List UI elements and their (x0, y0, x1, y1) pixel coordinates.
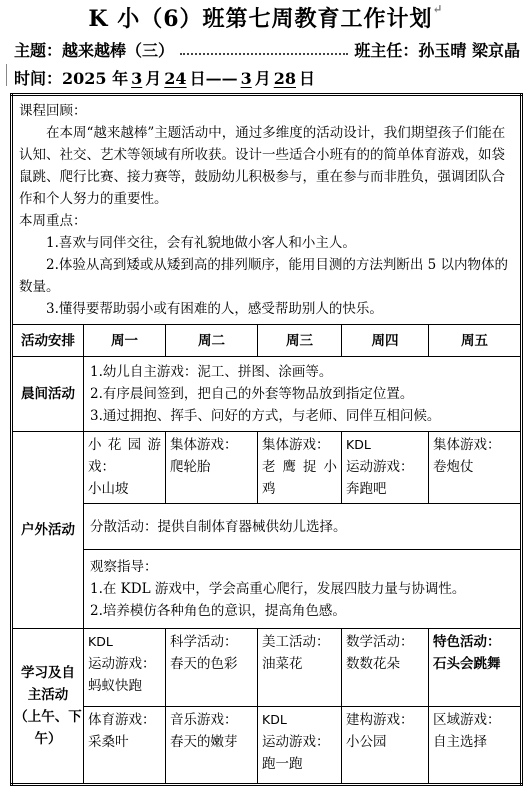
cell-line: 集体游戏： (170, 437, 238, 453)
dotted-leader (180, 53, 348, 55)
cell-line: KDL (346, 437, 371, 452)
day-header-row (12, 325, 522, 357)
date-line (14, 66, 315, 89)
end-month: 3 (240, 69, 252, 88)
cell-line: 跑一跑 (262, 756, 303, 772)
focus-item: 3.懂得要帮助弱小或有困难的人，感受帮助别人的快乐。 (46, 301, 383, 317)
cell-line: 特色活动： (433, 634, 501, 650)
cell-line: 建构游戏： (346, 712, 414, 728)
study-thursday-2 (342, 707, 429, 785)
teacher-label: 班主任： (354, 41, 419, 60)
cell-line: 小公园 (346, 734, 387, 750)
cell-line: 小 花 园 游 (88, 437, 161, 453)
cell-line: 春天的色彩 (170, 656, 238, 672)
day-tuesday: 周二 (166, 325, 258, 357)
observe-item: 2.培养模仿各种角色的意识，提高角色感。 (90, 603, 346, 619)
morning-item: 3.通过拥抱、挥手、问好的方式，与老师、同伴互相问候。 (90, 408, 441, 424)
cell-line: 集体游戏： (262, 437, 330, 453)
study-friday-1 (429, 629, 522, 707)
outdoor-label: 户外活动 (12, 432, 84, 629)
morning-label: 晨间活动 (12, 357, 84, 432)
outdoor-monday (84, 432, 166, 504)
cell-line: 采桑叶 (88, 734, 129, 750)
year-unit: 年 (112, 69, 129, 88)
theme-value: 越来越棒（三） (62, 41, 175, 60)
outdoor-tuesday (166, 432, 258, 504)
cell-line: 运动游戏： (262, 734, 330, 750)
activity-header: 活动安排 (12, 325, 84, 357)
cell-line: 运动游戏： (346, 459, 414, 475)
morning-item: 1.幼儿自主游戏：泥工、拼图、涂画等。 (90, 364, 333, 380)
month-unit: 月 (145, 69, 162, 88)
review-heading: 课程回顾： (19, 103, 87, 119)
observe-item: 1.在 KDL 游戏中，学会高重心爬行，发展四肢力量与协调性。 (90, 581, 466, 597)
focus-heading: 本周重点： (19, 213, 87, 229)
day-thursday: 周四 (342, 325, 429, 357)
study-monday-1 (84, 629, 166, 707)
cell-line: 鸡 (262, 481, 276, 497)
study-label (12, 629, 84, 785)
study-friday-2 (429, 707, 522, 785)
cell-line: 春天的嫩芽 (170, 734, 238, 750)
cell-line: 油菜花 (262, 656, 303, 672)
time-label: 时间： (14, 69, 63, 88)
cell-line: 小山坡 (88, 481, 129, 497)
outdoor-thursday (342, 432, 429, 504)
study-thursday-1 (342, 629, 429, 707)
margin-marker (6, 64, 7, 86)
cell-line: 奔跑吧 (346, 481, 387, 497)
morning-activities (84, 357, 522, 432)
date-dash: —— (205, 69, 238, 88)
page-title (0, 2, 532, 33)
day-friday: 周五 (429, 325, 522, 357)
focus-item: 1.喜欢与同伴交往，会有礼貌地做小客人和小主人。 (46, 235, 356, 251)
plan-title: K 小（6）班第七周教育工作计划 (88, 6, 433, 32)
label-line: 学习及自 (21, 665, 75, 681)
morning-item: 2.有序晨间签到，把自己的外套等物品放到指定位置。 (90, 386, 414, 402)
study-monday-2 (84, 707, 166, 785)
review-paragraph: 在本周“越来越棒”主题活动中，通过多维度的活动设计，我们期望孩子们能在认知、社交、艺术等领域有所收获。设计一些适合小班有的的简单体育游戏，如袋鼠跳、爬行比赛、接力赛等，鼓励幼儿积极参与，重在参与而非胜负，强调团队合作和个人努力的重要性。 (19, 125, 506, 207)
cell-line: 运动游戏： (88, 656, 156, 672)
cell-line: 蚂蚁快跑 (88, 678, 142, 694)
month-unit-2: 月 (254, 69, 271, 88)
scatter-activity: 分散活动：提供自制体育器械供幼儿选择。 (84, 504, 522, 550)
cell-line: 科学活动： (170, 634, 238, 650)
study-tuesday-2 (166, 707, 258, 785)
cell-line: 数数花朵 (346, 656, 400, 672)
label-line: 午） (34, 731, 62, 747)
paragraph-mark-icon: ↵ (432, 2, 444, 16)
cell-line: KDL (88, 634, 113, 649)
label-line: （上午、下 (14, 709, 82, 725)
label-line: 主活动 (27, 687, 69, 703)
teacher-value: 孙玉晴 梁京晶 (418, 41, 520, 60)
cell-line: 自主选择 (433, 734, 487, 750)
day-unit: 日 (189, 69, 206, 88)
cell-line: 美工活动： (262, 634, 330, 650)
day-wednesday: 周三 (258, 325, 342, 357)
cell-line: 老 鹰 捉 小 (262, 459, 337, 475)
cell-line: 戏： (88, 459, 115, 475)
cell-line: 体育游戏： (88, 712, 156, 728)
cell-line: KDL (262, 712, 287, 727)
theme-teacher-line (14, 38, 520, 61)
study-wednesday-2 (258, 707, 342, 785)
start-day: 24 (164, 69, 187, 88)
cell-line: 卷炮仗 (433, 459, 474, 475)
theme-label: 主题： (14, 41, 63, 60)
focus-item: 2.体验从高到矮或从矮到高的排列顺序，能用目测的方法判断出 5 以内物体的数量。 (19, 257, 509, 295)
end-day: 28 (273, 69, 296, 88)
study-wednesday-1 (258, 629, 342, 707)
start-month: 3 (131, 69, 143, 88)
observe-heading: 观察指导： (90, 559, 158, 575)
observation-guide (84, 550, 522, 629)
course-review-cell (12, 95, 522, 325)
cell-line: 集体游戏： (433, 437, 501, 453)
cell-line: 区域游戏： (433, 712, 501, 728)
day-unit-2: 日 (299, 69, 316, 88)
cell-line: 爬轮胎 (170, 459, 211, 475)
weekly-plan-table (10, 93, 523, 786)
cell-line: 石头会跳舞 (433, 656, 501, 672)
cell-line: 数学活动： (346, 634, 414, 650)
outdoor-friday (429, 432, 522, 504)
outdoor-wednesday (258, 432, 342, 504)
day-monday: 周一 (84, 325, 166, 357)
year: 2025 (62, 69, 107, 88)
cell-line: 音乐游戏： (170, 712, 238, 728)
study-tuesday-1 (166, 629, 258, 707)
